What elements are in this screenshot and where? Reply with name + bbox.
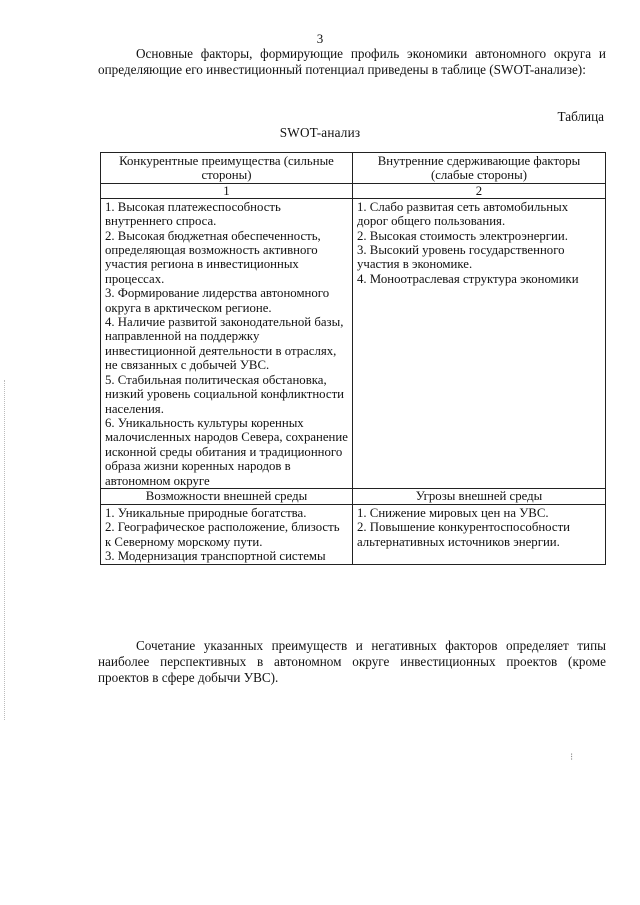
opportunities-cell: [101, 504, 353, 564]
strength-item: 6. Уникальность культуры коренных малочисленных народов Севера, сохранение исконной среды обитания и традиционного образа жизни коренных народов в автономном округе: [105, 415, 348, 488]
opportunity-item: 3. Модернизация транспортной системы: [105, 549, 326, 564]
strength-item: 1. Высокая платежеспособность внутреннего спроса.: [105, 199, 281, 229]
column-number-2: 2: [353, 183, 606, 198]
column-number-1: 1: [101, 183, 353, 198]
strength-item: 2. Высокая бюджетная обеспеченность, определяющая возможность активного участия региона в инвестиционных процессах.: [105, 228, 321, 286]
header-opportunities: Возможности внешней среды: [101, 488, 353, 504]
opportunities-threats-header-row: [101, 488, 606, 504]
opportunities-threats-row: [101, 504, 606, 564]
outro-paragraph: Сочетание указанных преимуществ и негативных факторов определяет типы наиболее перспективных в автономном округе инвестиционных проектов (кроме проектов в сфере добычи УВС).: [98, 638, 606, 685]
swot-table: [100, 152, 606, 565]
threat-item: 1. Снижение мировых цен на УВС.: [357, 505, 549, 520]
weakness-item: 2. Высокая стоимость электроэнергии.: [357, 228, 568, 243]
threat-item: 2. Повышение конкурентоспособности альтернативных источников энергии.: [357, 520, 571, 549]
strength-item: 3. Формирование лидерства автономного округа в арктическом регионе.: [105, 286, 330, 315]
scan-speck: ⁝: [570, 752, 574, 763]
weakness-item: 1. Слабо развитая сеть автомобильных дорог общего пользования.: [357, 199, 569, 229]
strengths-weaknesses-row: [101, 198, 606, 488]
page-number: 3: [316, 31, 324, 46]
header-row: [101, 153, 606, 184]
intro-paragraph: Основные факторы, формирующие профиль экономики автономного округа и определяющие его инвестиционный потенциал приведены в таблице (SWOT-анализе):: [98, 46, 606, 77]
column-number-row: [101, 183, 606, 198]
scan-edge-dots: [4, 380, 6, 720]
weakness-item: 4. Моноотраслевая структура экономики: [357, 271, 579, 286]
strength-item: 4. Наличие развитой законодательной базы, направленной на поддержку инвестиционной деятельности в отраслях, не связанных с добычей УВС.: [105, 315, 344, 373]
table-title: SWOT-анализ: [279, 125, 361, 140]
header-threats: Угрозы внешней среды: [353, 488, 606, 504]
opportunity-item: 2. Географическое расположение, близость к Северному морскому пути.: [105, 520, 340, 549]
table-label: Таблица: [557, 109, 604, 124]
opportunity-item: 1. Уникальные природные богатства.: [105, 505, 307, 520]
strengths-cell: [101, 198, 353, 488]
strength-item: 5. Стабильная политическая обстановка, низкий уровень социальной конфликтности населения.: [105, 372, 345, 416]
threats-cell: [353, 504, 606, 564]
weakness-item: 3. Высокий уровень государственного участия в экономике.: [357, 243, 565, 272]
weaknesses-cell: [353, 198, 606, 488]
header-strengths: Конкурентные преимущества (сильные стороны): [101, 153, 353, 184]
header-weaknesses: Внутренние сдерживающие факторы (слабые стороны): [353, 153, 606, 184]
